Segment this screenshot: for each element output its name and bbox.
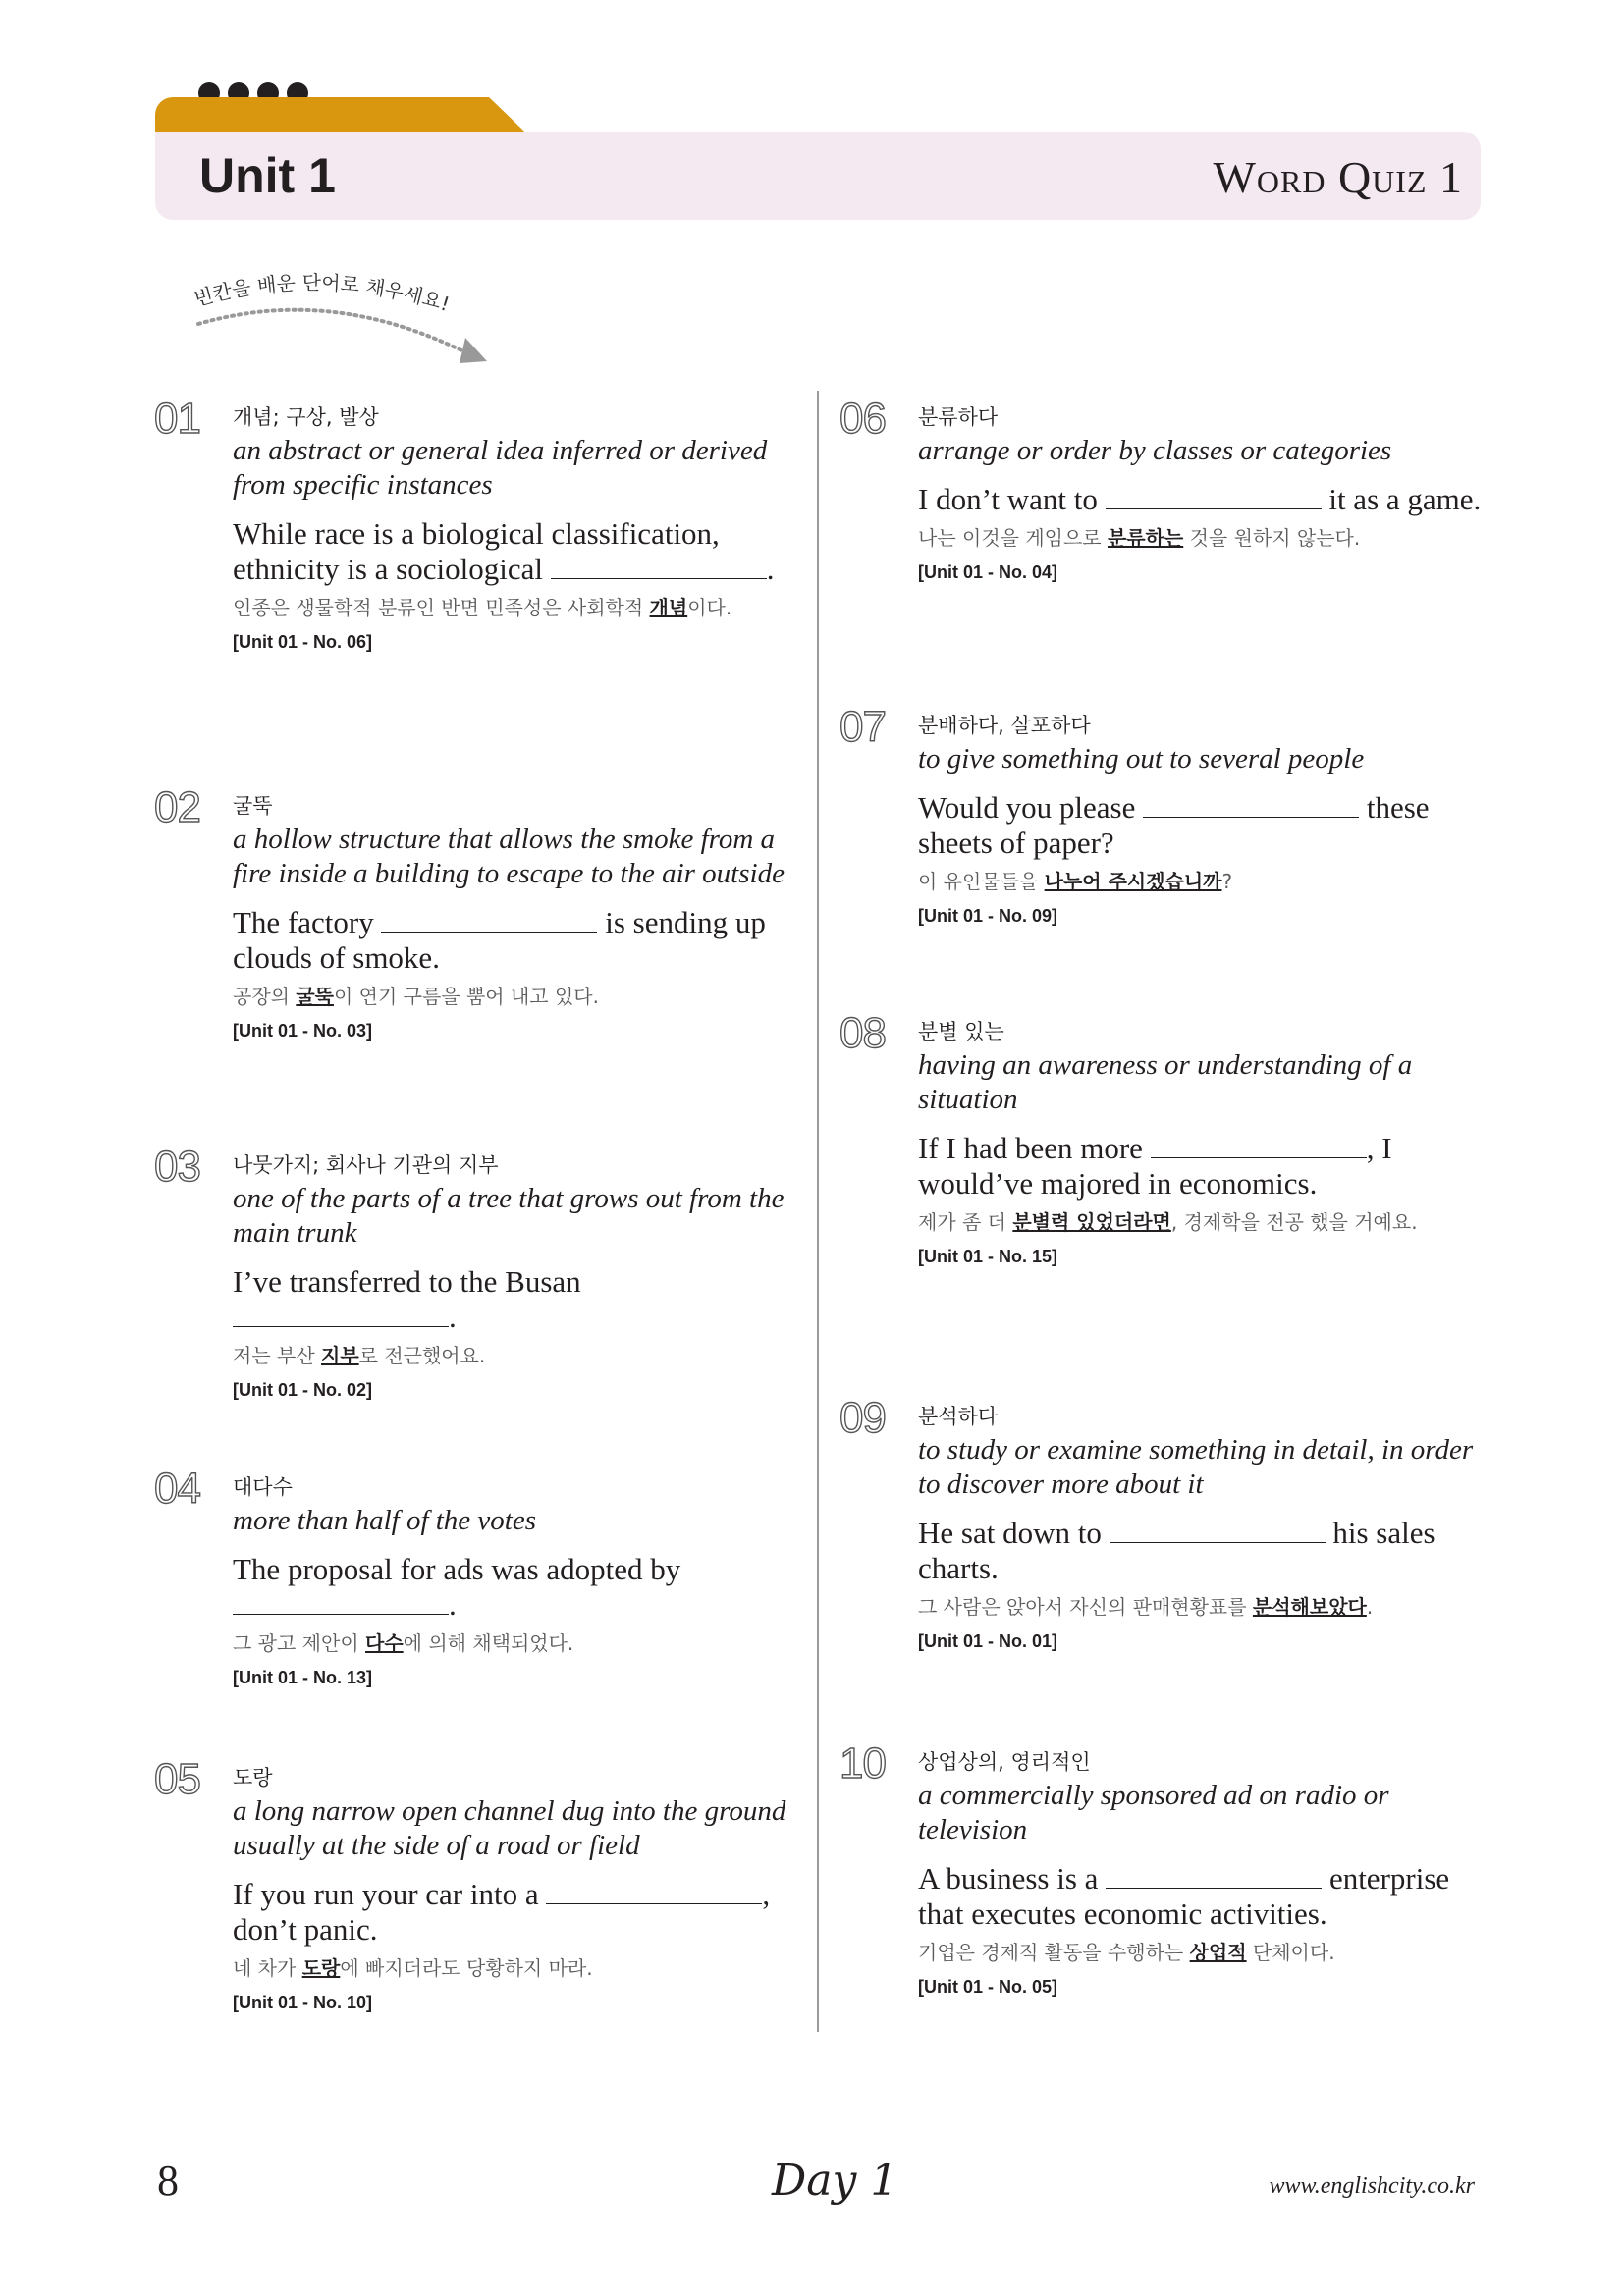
answer-blank[interactable] bbox=[1110, 1517, 1326, 1543]
sentence-before-blank: If you run your car into a bbox=[233, 1877, 547, 1911]
example-sentence bbox=[918, 1131, 1488, 1201]
sentence-before-blank: Would you please bbox=[918, 790, 1144, 825]
sentence-before-blank: I’ve transferred to the Busan bbox=[233, 1264, 581, 1299]
korean-translation bbox=[233, 980, 802, 1013]
translation-keyword: 지부 bbox=[321, 1344, 359, 1367]
sentence-before-blank: He sat down to bbox=[918, 1516, 1110, 1550]
item-number: 03 bbox=[154, 1143, 200, 1191]
translation-after: 에 의해 채택되었다. bbox=[403, 1631, 574, 1655]
quiz-item bbox=[839, 395, 1488, 583]
reference-label: [Unit 01 - No. 06] bbox=[233, 632, 373, 652]
answer-blank[interactable] bbox=[381, 906, 597, 933]
sentence-after-blank: his sales charts. bbox=[918, 1516, 1435, 1585]
example-sentence bbox=[233, 516, 802, 587]
translation-after: 것을 원하지 않는다. bbox=[1183, 526, 1361, 550]
translation-after: 단체이다. bbox=[1246, 1941, 1335, 1964]
item-number: 02 bbox=[154, 783, 200, 831]
sentence-after-blank: , I would’ve majored in economics. bbox=[918, 1131, 1392, 1201]
translation-after: 에 빠지더라도 당황하지 마라. bbox=[340, 1956, 593, 1980]
translation-before: 그 광고 제안이 bbox=[233, 1631, 365, 1655]
english-definition: to give something out to several people bbox=[918, 743, 1365, 774]
translation-after: 이 연기 구름을 뿜어 내고 있다. bbox=[333, 985, 599, 1008]
item-number: 06 bbox=[839, 395, 886, 443]
translation-keyword: 분별력 있었더라면 bbox=[1012, 1210, 1171, 1234]
english-definition: an abstract or general idea inferred or derived from specific instances bbox=[233, 435, 768, 501]
english-definition: one of the parts of a tree that grows out from the main trunk bbox=[233, 1183, 785, 1249]
sentence-after-blank: is sending up clouds of smoke. bbox=[233, 905, 766, 975]
reference-label: [Unit 01 - No. 04] bbox=[918, 562, 1058, 582]
translation-after: ? bbox=[1221, 870, 1233, 893]
translation-after: 이다. bbox=[687, 596, 732, 619]
example-sentence bbox=[918, 790, 1488, 861]
translation-after: 로 전근했어요. bbox=[358, 1344, 486, 1367]
korean-meaning: 분별 있는 bbox=[918, 1020, 1004, 1043]
reference-label: [Unit 01 - No. 09] bbox=[918, 906, 1058, 926]
translation-before: 그 사람은 앉아서 자신의 판매현황표를 bbox=[918, 1595, 1253, 1619]
column-divider bbox=[817, 391, 819, 2032]
translation-before: 이 유인물들을 bbox=[918, 870, 1045, 893]
english-definition: a hollow structure that allows the smoke from a fire inside a building to escape to the air outside bbox=[233, 824, 785, 889]
korean-meaning: 굴뚝 bbox=[233, 794, 273, 818]
translation-keyword: 분석해보았다 bbox=[1252, 1595, 1367, 1619]
sentence-after-blank: enterprise that executes economic activities. bbox=[918, 1861, 1450, 1931]
korean-translation bbox=[918, 1205, 1488, 1239]
translation-keyword: 도랑 bbox=[301, 1956, 341, 1980]
quiz-item bbox=[839, 1009, 1488, 1267]
korean-translation bbox=[918, 865, 1488, 898]
item-number: 07 bbox=[839, 703, 886, 751]
reference-label: [Unit 01 - No. 01] bbox=[918, 1631, 1058, 1651]
answer-blank[interactable] bbox=[1106, 1862, 1322, 1889]
sentence-before-blank: A business is a bbox=[918, 1861, 1107, 1896]
translation-keyword: 상업적 bbox=[1189, 1941, 1247, 1964]
sentence-before-blank: The proposal for ads was adopted by bbox=[233, 1552, 681, 1586]
quiz-item bbox=[154, 1755, 802, 2013]
korean-meaning: 대다수 bbox=[233, 1475, 293, 1499]
item-number: 10 bbox=[839, 1739, 886, 1788]
translation-before: 기업은 경제적 활동을 수행하는 bbox=[918, 1941, 1190, 1964]
korean-meaning: 분석하다 bbox=[918, 1405, 999, 1428]
translation-before: 저는 부산 bbox=[233, 1344, 321, 1367]
korean-translation bbox=[233, 1339, 802, 1372]
quiz-title: Word Quiz 1 bbox=[1213, 152, 1463, 202]
quiz-item bbox=[154, 1465, 802, 1688]
example-sentence bbox=[233, 1877, 802, 1948]
english-definition: more than half of the votes bbox=[233, 1505, 537, 1536]
korean-translation bbox=[918, 521, 1488, 555]
korean-meaning: 개념; 구상, 발상 bbox=[233, 405, 379, 429]
sentence-after-blank: , don’t panic. bbox=[233, 1877, 771, 1947]
korean-meaning: 도랑 bbox=[233, 1766, 273, 1789]
sentence-after-blank: it as a game. bbox=[1321, 482, 1482, 516]
sentence-after-blank: . bbox=[449, 1587, 457, 1622]
translation-keyword: 굴뚝 bbox=[296, 985, 334, 1008]
sentence-before-blank: While race is a biological classification, ethnicity is a sociological bbox=[233, 516, 720, 586]
answer-blank[interactable] bbox=[546, 1878, 762, 1904]
korean-translation bbox=[233, 1627, 802, 1660]
answer-blank[interactable] bbox=[233, 1301, 449, 1327]
quiz-item bbox=[154, 395, 802, 653]
translation-before: 인종은 생물학적 분류인 반면 민족성은 사회학적 bbox=[233, 596, 650, 619]
korean-meaning: 나뭇가지; 회사나 기관의 지부 bbox=[233, 1153, 499, 1177]
korean-meaning: 상업상의, 영리적인 bbox=[918, 1750, 1091, 1774]
answer-blank[interactable] bbox=[1143, 791, 1359, 818]
reference-label: [Unit 01 - No. 13] bbox=[233, 1668, 373, 1687]
sentence-after-blank: . bbox=[449, 1300, 457, 1334]
korean-translation bbox=[233, 591, 802, 624]
item-number: 05 bbox=[154, 1755, 200, 1803]
instruction-text: 빈칸을 배운 단어로 채우세요! bbox=[190, 270, 453, 317]
sentence-after-blank: . bbox=[766, 552, 775, 586]
answer-blank[interactable] bbox=[1151, 1132, 1367, 1158]
translation-after: . bbox=[1366, 1595, 1374, 1619]
example-sentence bbox=[233, 1552, 802, 1623]
korean-meaning: 분배하다, 살포하다 bbox=[918, 714, 1091, 737]
sentence-before-blank: The factory bbox=[233, 905, 382, 939]
korean-translation bbox=[918, 1590, 1488, 1624]
translation-keyword: 개념 bbox=[649, 596, 688, 619]
answer-blank[interactable] bbox=[1106, 483, 1322, 509]
sentence-before-blank: If I had been more bbox=[918, 1131, 1151, 1165]
quiz-item bbox=[154, 1143, 802, 1401]
reference-label: [Unit 01 - No. 03] bbox=[233, 1021, 373, 1041]
example-sentence bbox=[233, 905, 802, 976]
reference-label: [Unit 01 - No. 15] bbox=[918, 1247, 1058, 1266]
item-number: 09 bbox=[839, 1394, 886, 1442]
english-definition: a commercially sponsored ad on radio or television bbox=[918, 1780, 1389, 1845]
quiz-item bbox=[839, 1394, 1488, 1652]
english-definition: arrange or order by classes or categories bbox=[918, 435, 1392, 466]
page-number: 8 bbox=[157, 2157, 179, 2205]
item-number: 01 bbox=[154, 395, 200, 443]
item-number: 04 bbox=[154, 1465, 200, 1513]
answer-blank[interactable] bbox=[551, 553, 767, 579]
reference-label: [Unit 01 - No. 02] bbox=[233, 1380, 373, 1400]
english-definition: to study or examine something in detail, in order to discover more about it bbox=[918, 1434, 1474, 1500]
item-number: 08 bbox=[839, 1009, 886, 1057]
day-label: Day 1 bbox=[772, 2156, 898, 2206]
example-sentence bbox=[233, 1264, 802, 1335]
example-sentence bbox=[918, 1516, 1488, 1586]
translation-after: , 경제학을 전공 했을 거예요. bbox=[1170, 1210, 1418, 1234]
quiz-item bbox=[839, 1739, 1488, 1998]
translation-before: 나는 이것을 게임으로 bbox=[918, 526, 1108, 550]
translation-keyword: 다수 bbox=[365, 1631, 404, 1655]
english-definition: a long narrow open channel dug into the ground usually at the side of a road or field bbox=[233, 1795, 786, 1861]
unit-title: Unit 1 bbox=[199, 148, 336, 203]
korean-translation bbox=[918, 1936, 1488, 1969]
sentence-after-blank: these sheets of paper? bbox=[918, 790, 1430, 860]
quiz-item bbox=[154, 783, 802, 1041]
translation-keyword: 분류하는 bbox=[1107, 526, 1184, 550]
sentence-before-blank: I don’t want to bbox=[918, 482, 1106, 516]
instruction bbox=[187, 265, 501, 373]
quiz-item bbox=[839, 703, 1488, 927]
website-url: www.englishcity.co.kr bbox=[1269, 2173, 1475, 2199]
reference-label: [Unit 01 - No. 10] bbox=[233, 1993, 373, 2012]
translation-before: 제가 좀 더 bbox=[918, 1210, 1013, 1234]
korean-meaning: 분류하다 bbox=[918, 405, 999, 429]
korean-translation bbox=[233, 1951, 802, 1985]
english-definition: having an awareness or understanding of a situation bbox=[918, 1049, 1413, 1115]
example-sentence bbox=[918, 482, 1488, 517]
answer-blank[interactable] bbox=[233, 1588, 449, 1615]
reference-label: [Unit 01 - No. 05] bbox=[918, 1977, 1058, 1997]
translation-keyword: 나누어 주시겠습니까 bbox=[1044, 870, 1222, 893]
example-sentence bbox=[918, 1861, 1488, 1932]
arrow-icon bbox=[460, 338, 487, 363]
translation-before: 네 차가 bbox=[233, 1956, 302, 1980]
translation-before: 공장의 bbox=[233, 985, 297, 1008]
